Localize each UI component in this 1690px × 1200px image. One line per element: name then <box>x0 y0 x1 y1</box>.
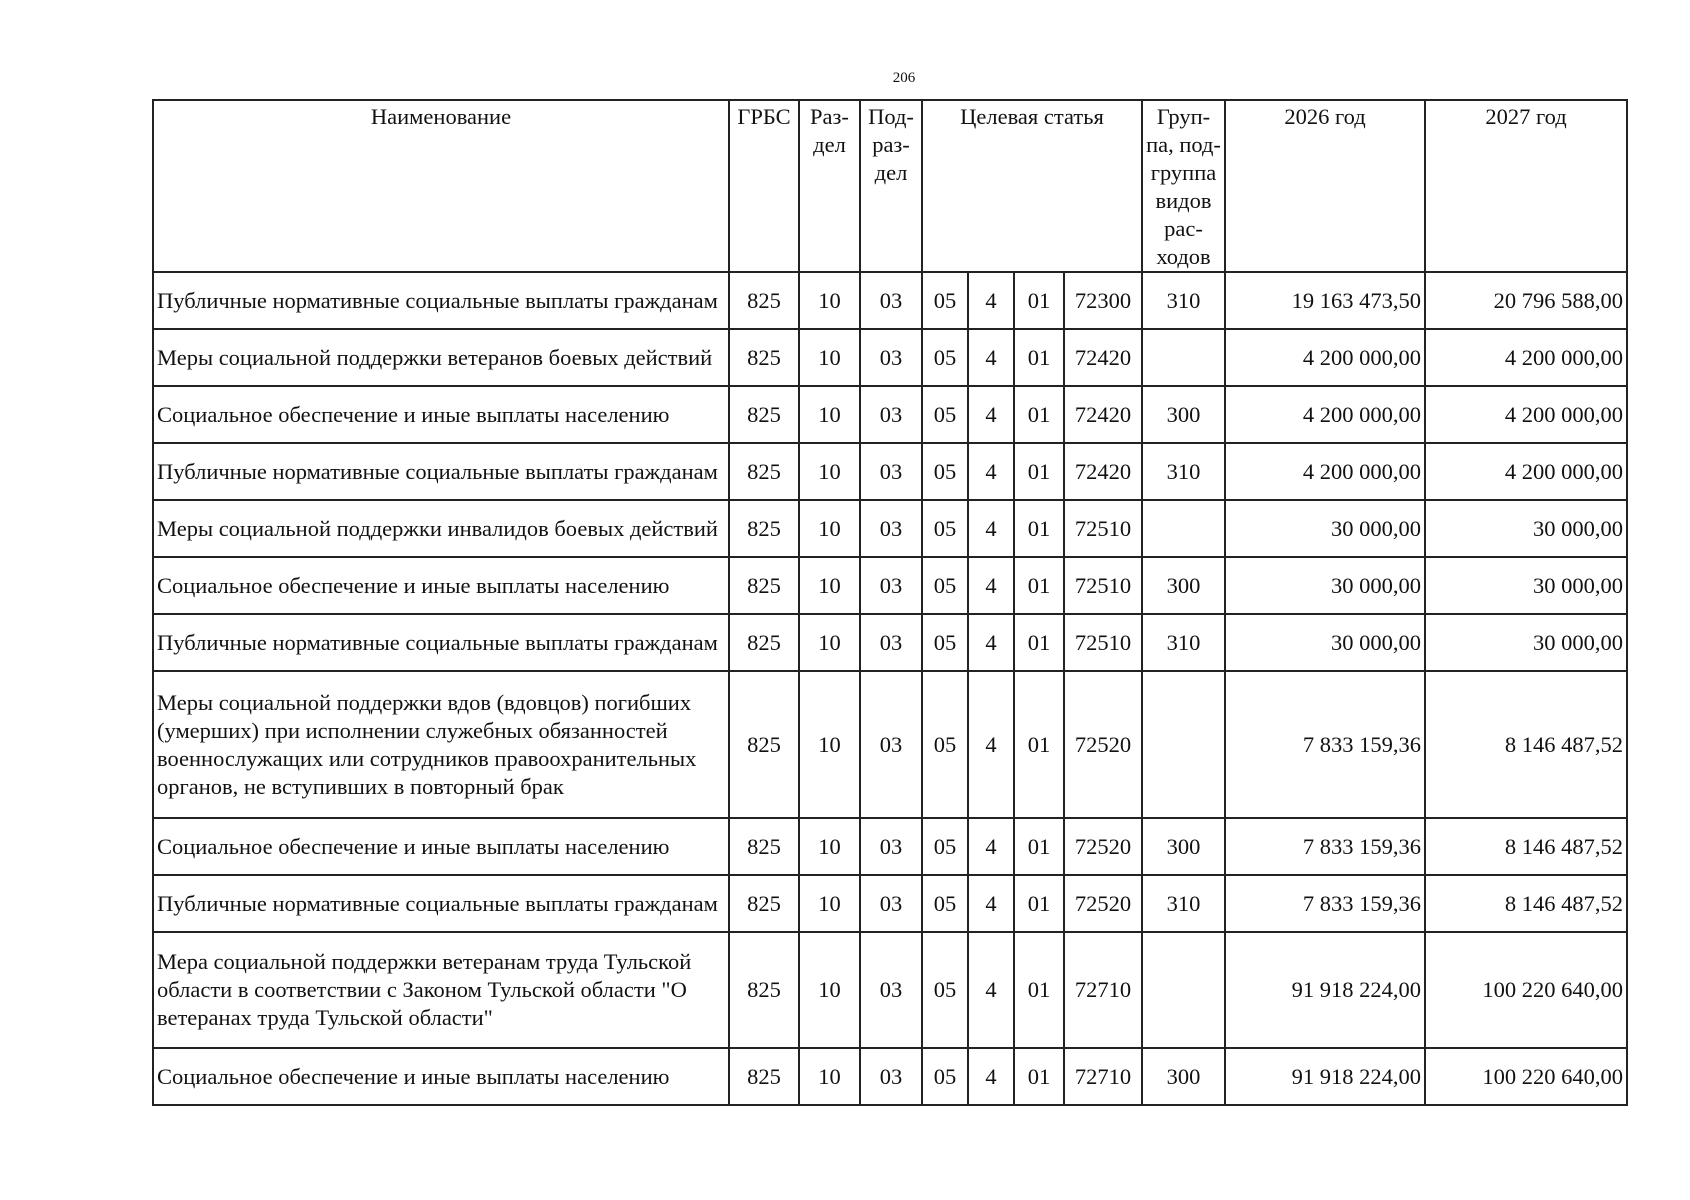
row-target-subprogram: 01 <box>1014 443 1064 500</box>
row-expense-group: 310 <box>1142 272 1225 329</box>
row-amount-2026: 91 918 224,00 <box>1225 932 1425 1048</box>
row-amount-2027: 4 200 000,00 <box>1425 443 1627 500</box>
table-row <box>153 614 1627 671</box>
row-target-direction: 72510 <box>1064 614 1142 671</box>
table-row <box>153 818 1627 875</box>
row-expense-group <box>1142 329 1225 386</box>
row-podrazdel: 03 <box>860 671 922 818</box>
budget-table <box>152 99 1628 1106</box>
header-podrazdel: Под-раз-дел <box>860 100 922 272</box>
row-grbs: 825 <box>729 875 799 932</box>
row-target-program: 05 <box>922 386 968 443</box>
row-target-type: 4 <box>968 614 1014 671</box>
row-podrazdel: 03 <box>860 875 922 932</box>
row-name: Социальное обеспечение и иные выплаты населению <box>153 818 729 875</box>
row-target-direction: 72300 <box>1064 272 1142 329</box>
header-expense-group: Груп-па, под-группа видов рас-ходов <box>1142 100 1225 272</box>
row-name: Меры социальной поддержки инвалидов боевых действий <box>153 500 729 557</box>
row-target-program: 05 <box>922 1048 968 1105</box>
row-podrazdel: 03 <box>860 500 922 557</box>
row-name: Меры социальной поддержки вдов (вдовцов) погибших (умерших) при исполнении служебных обязанностей военнослужащих или сотрудников правоохранительных органов, не вступивших в повторный брак <box>153 671 729 818</box>
row-target-type: 4 <box>968 443 1014 500</box>
row-podrazdel: 03 <box>860 932 922 1048</box>
row-target-subprogram: 01 <box>1014 386 1064 443</box>
row-amount-2027: 100 220 640,00 <box>1425 932 1627 1048</box>
row-target-program: 05 <box>922 500 968 557</box>
row-target-subprogram: 01 <box>1014 875 1064 932</box>
row-razdel: 10 <box>799 614 860 671</box>
row-grbs: 825 <box>729 443 799 500</box>
row-expense-group: 300 <box>1142 386 1225 443</box>
row-target-subprogram: 01 <box>1014 557 1064 614</box>
row-razdel: 10 <box>799 875 860 932</box>
row-expense-group <box>1142 671 1225 818</box>
table-row <box>153 272 1627 329</box>
row-razdel: 10 <box>799 818 860 875</box>
row-target-program: 05 <box>922 932 968 1048</box>
row-target-subprogram: 01 <box>1014 329 1064 386</box>
row-name: Социальное обеспечение и иные выплаты населению <box>153 1048 729 1105</box>
row-expense-group: 310 <box>1142 875 1225 932</box>
row-target-direction: 72520 <box>1064 818 1142 875</box>
row-amount-2026: 91 918 224,00 <box>1225 1048 1425 1105</box>
row-target-direction: 72520 <box>1064 875 1142 932</box>
row-grbs: 825 <box>729 932 799 1048</box>
row-grbs: 825 <box>729 500 799 557</box>
row-target-program: 05 <box>922 671 968 818</box>
row-target-subprogram: 01 <box>1014 932 1064 1048</box>
row-target-type: 4 <box>968 875 1014 932</box>
row-expense-group: 300 <box>1142 557 1225 614</box>
header-row <box>153 100 1627 272</box>
row-amount-2026: 4 200 000,00 <box>1225 329 1425 386</box>
row-grbs: 825 <box>729 557 799 614</box>
row-target-type: 4 <box>968 329 1014 386</box>
row-podrazdel: 03 <box>860 614 922 671</box>
row-target-type: 4 <box>968 671 1014 818</box>
row-target-direction: 72710 <box>1064 1048 1142 1105</box>
row-grbs: 825 <box>729 329 799 386</box>
table-row <box>153 500 1627 557</box>
row-amount-2026: 7 833 159,36 <box>1225 671 1425 818</box>
row-target-subprogram: 01 <box>1014 1048 1064 1105</box>
row-amount-2026: 19 163 473,50 <box>1225 272 1425 329</box>
page-number: 206 <box>892 70 916 86</box>
row-amount-2027: 30 000,00 <box>1425 500 1627 557</box>
row-amount-2026: 7 833 159,36 <box>1225 818 1425 875</box>
row-razdel: 10 <box>799 386 860 443</box>
row-expense-group: 300 <box>1142 1048 1225 1105</box>
row-target-direction: 72510 <box>1064 557 1142 614</box>
row-target-type: 4 <box>968 932 1014 1048</box>
header-grbs: ГРБС <box>729 100 799 272</box>
row-razdel: 10 <box>799 671 860 818</box>
row-target-direction: 72420 <box>1064 386 1142 443</box>
row-target-subprogram: 01 <box>1014 500 1064 557</box>
table-row <box>153 671 1627 818</box>
row-amount-2027: 4 200 000,00 <box>1425 329 1627 386</box>
row-grbs: 825 <box>729 671 799 818</box>
row-grbs: 825 <box>729 1048 799 1105</box>
table-row <box>153 932 1627 1048</box>
row-expense-group: 300 <box>1142 818 1225 875</box>
row-name: Публичные нормативные социальные выплаты гражданам <box>153 443 729 500</box>
table-row <box>153 1048 1627 1105</box>
row-amount-2027: 100 220 640,00 <box>1425 1048 1627 1105</box>
header-target-article: Целевая статья <box>922 100 1142 272</box>
row-name: Публичные нормативные социальные выплаты гражданам <box>153 272 729 329</box>
row-podrazdel: 03 <box>860 557 922 614</box>
row-target-program: 05 <box>922 614 968 671</box>
row-amount-2027: 8 146 487,52 <box>1425 818 1627 875</box>
row-podrazdel: 03 <box>860 1048 922 1105</box>
row-target-program: 05 <box>922 875 968 932</box>
table-row <box>153 875 1627 932</box>
row-podrazdel: 03 <box>860 818 922 875</box>
row-target-subprogram: 01 <box>1014 818 1064 875</box>
row-razdel: 10 <box>799 272 860 329</box>
row-amount-2027: 8 146 487,52 <box>1425 671 1627 818</box>
row-target-direction: 72420 <box>1064 329 1142 386</box>
row-target-subprogram: 01 <box>1014 272 1064 329</box>
table-row <box>153 329 1627 386</box>
row-target-type: 4 <box>968 500 1014 557</box>
row-target-type: 4 <box>968 386 1014 443</box>
table-row <box>153 386 1627 443</box>
row-name: Публичные нормативные социальные выплаты гражданам <box>153 875 729 932</box>
row-expense-group <box>1142 932 1225 1048</box>
row-amount-2027: 8 146 487,52 <box>1425 875 1627 932</box>
row-grbs: 825 <box>729 272 799 329</box>
row-amount-2026: 7 833 159,36 <box>1225 875 1425 932</box>
row-amount-2027: 30 000,00 <box>1425 614 1627 671</box>
row-amount-2027: 4 200 000,00 <box>1425 386 1627 443</box>
row-amount-2027: 30 000,00 <box>1425 557 1627 614</box>
row-podrazdel: 03 <box>860 386 922 443</box>
row-target-program: 05 <box>922 557 968 614</box>
row-razdel: 10 <box>799 932 860 1048</box>
row-grbs: 825 <box>729 614 799 671</box>
row-podrazdel: 03 <box>860 443 922 500</box>
row-name: Социальное обеспечение и иные выплаты населению <box>153 386 729 443</box>
row-name: Публичные нормативные социальные выплаты гражданам <box>153 614 729 671</box>
row-amount-2027: 20 796 588,00 <box>1425 272 1627 329</box>
row-target-direction: 72420 <box>1064 443 1142 500</box>
header-year-2027: 2027 год <box>1425 100 1627 272</box>
header-year-2026: 2026 год <box>1225 100 1425 272</box>
row-name: Меры социальной поддержки ветеранов боевых действий <box>153 329 729 386</box>
row-amount-2026: 30 000,00 <box>1225 500 1425 557</box>
row-target-type: 4 <box>968 1048 1014 1105</box>
row-podrazdel: 03 <box>860 329 922 386</box>
table-row <box>153 557 1627 614</box>
row-grbs: 825 <box>729 386 799 443</box>
row-amount-2026: 4 200 000,00 <box>1225 443 1425 500</box>
row-podrazdel: 03 <box>860 272 922 329</box>
row-amount-2026: 4 200 000,00 <box>1225 386 1425 443</box>
table-row <box>153 443 1627 500</box>
row-razdel: 10 <box>799 443 860 500</box>
row-expense-group: 310 <box>1142 443 1225 500</box>
row-target-program: 05 <box>922 443 968 500</box>
row-target-program: 05 <box>922 818 968 875</box>
row-grbs: 825 <box>729 818 799 875</box>
row-target-type: 4 <box>968 272 1014 329</box>
row-target-direction: 72510 <box>1064 500 1142 557</box>
row-razdel: 10 <box>799 557 860 614</box>
row-expense-group: 310 <box>1142 614 1225 671</box>
row-target-type: 4 <box>968 818 1014 875</box>
row-razdel: 10 <box>799 1048 860 1105</box>
row-amount-2026: 30 000,00 <box>1225 557 1425 614</box>
row-name: Социальное обеспечение и иные выплаты населению <box>153 557 729 614</box>
row-razdel: 10 <box>799 500 860 557</box>
header-name: Наименование <box>153 100 729 272</box>
row-razdel: 10 <box>799 329 860 386</box>
row-target-program: 05 <box>922 272 968 329</box>
row-target-direction: 72520 <box>1064 671 1142 818</box>
row-target-subprogram: 01 <box>1014 614 1064 671</box>
row-target-subprogram: 01 <box>1014 671 1064 818</box>
row-target-direction: 72710 <box>1064 932 1142 1048</box>
row-expense-group <box>1142 500 1225 557</box>
header-razdel: Раз-дел <box>799 100 860 272</box>
row-amount-2026: 30 000,00 <box>1225 614 1425 671</box>
row-target-type: 4 <box>968 557 1014 614</box>
row-target-program: 05 <box>922 329 968 386</box>
row-name: Мера социальной поддержки ветеранам труда Тульской области в соответствии с Законом Тульской области "О ветеранах труда Тульской области" <box>153 932 729 1048</box>
